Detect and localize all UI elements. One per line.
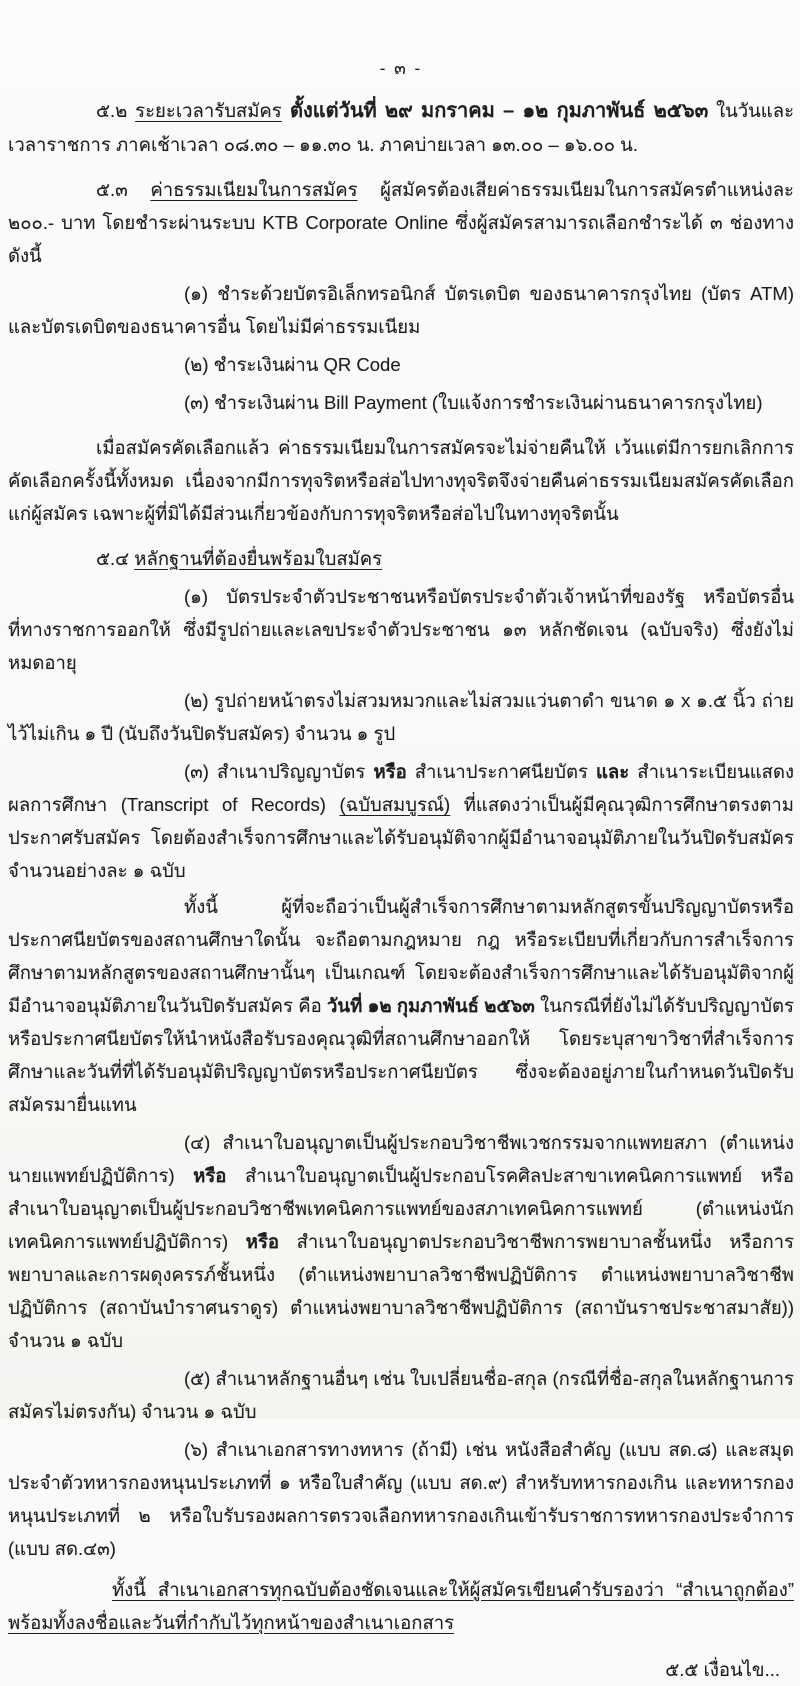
- evidence-3-part-a: (๓) สำเนาปริญญาบัตร: [184, 761, 374, 782]
- section-5-3-heading: ค่าธรรมเนียมในการสมัคร: [150, 179, 358, 200]
- evidence-3-part-d: ที่แสดงว่าเป็นผู้มีคุณวุฒิการศึกษาตรงตามประกาศรับสมัคร โดยต้องสำเร็จการศึกษาและได้รับอนุมัติจากผู้มีอำนาจอนุมัติภายในวันปิดรับสมัคร จำนวนอย่างละ ๑ ฉบับ: [8, 794, 794, 881]
- section-5-2-heading: ระยะเวลารับสมัคร: [135, 100, 282, 121]
- refund-policy-paragraph: เมื่อสมัครคัดเลือกแล้ว ค่าธรรมเนียมในการสมัครจะไม่จ่ายคืนให้ เว้นแต่มีการยกเลิกการคัดเลือกครั้งนี้ทั้งหมด เนื่องจากมีการทุจริตหรือส่อไปทางทุจริตจึงจ่ายคืนค่าธรรมเนียมสมัครคัดเลือกแก่ผู้สมัคร เฉพาะผู้ที่มิได้มีส่วนเกี่ยวข้องกับการทุจริตหรือส่อไปในทางทุจริตนั้น: [8, 437, 794, 524]
- graduation-criteria-part-a: ทั้งนี้ ผู้ที่จะถือว่าเป็นผู้สำเร็จการศึกษาตามหลักสูตรขั้นปริญญาบัตรหรือประกาศนียบัตรของสถานศึกษาใดนั้น จะถือตามกฎหมาย กฎ หรือระเบียบที่เกี่ยวกับการสำเร็จการศึกษาตามหลักสูตรของสถานศึกษานั้นๆ เป็นเกณฑ์ โดยจะต้องสำเร็จการศึกษาและได้รับอนุมัติจากผู้มีอำนาจอนุมัติภายในวันปิดรับสมัคร คือ: [8, 896, 794, 1016]
- continuation-marker: ๕.๕ เงื่อนไข...: [665, 1659, 780, 1680]
- evidence-2-photo: (๒) รูปถ่ายหน้าตรงไม่สวมหมวกและไม่สวมแว่นตาดำ ขนาด ๑ x ๑.๕ นิ้ว ถ่ายไว้ไม่เกิน ๑ ปี (นับถึงวันปิดรับสมัคร) จำนวน ๑ รูป: [8, 690, 794, 744]
- evidence-3-diploma-transcript: [8, 755, 794, 887]
- payment-option-1: (๑) ชำระด้วยบัตรอิเล็กทรอนิกส์ บัตรเดบิต ของธนาคารกรุงไทย (บัตร ATM) และบัตรเดบิตของธนาคารอื่น โดยไม่มีค่าธรรมเนียม: [8, 283, 794, 337]
- page-number: - ๓ -: [379, 59, 423, 78]
- section-5-2-application-period: [8, 94, 794, 161]
- evidence-3-part-c: สำเนาระเบียนแสดงผลการศึกษา (Transcript of Records): [8, 761, 794, 815]
- section-5-4-heading: หลักฐานที่ต้องยื่นพร้อมใบสมัคร: [134, 548, 383, 569]
- section-5-4-required-documents: [8, 542, 794, 575]
- evidence-3-part-b: สำเนาประกาศนียบัตร: [406, 761, 596, 782]
- copy-certification-note: ทั้งนี้ สำเนาเอกสารทุกฉบับต้องชัดเจนและให้ผู้สมัครเขียนคำรับรองว่า “สำเนาถูกต้อง” พร้อมทั้งลงชื่อและวันที่กำกับไว้ทุกหน้าของสำเนาเอกสาร: [8, 1579, 794, 1633]
- evidence-5-name-change: (๕) สำเนาหลักฐานอื่นๆ เช่น ใบเปลี่ยนชื่อ-สกุล (กรณีที่ชื่อ-สกุลในหลักฐานการสมัครไม่ตรงกัน) จำนวน ๑ ฉบับ: [8, 1368, 794, 1422]
- graduation-deadline-date: วันที่ ๑๒ กุมภาพันธ์ ๒๕๖๓: [327, 995, 535, 1016]
- payment-option-3: (๓) ชำระเงินผ่าน Bill Payment (ใบแจ้งการชำระเงินผ่านธนาคารกรุงไทย): [184, 392, 763, 413]
- evidence-3-and: และ: [596, 761, 630, 782]
- evidence-3-or: หรือ: [373, 761, 407, 782]
- section-5-4-number: ๕.๔: [96, 548, 135, 569]
- evidence-4-part-c: สำเนาใบอนุญาตประกอบวิชาชีพการพยาบาลชั้นหนึ่ง หรือการพยาบาลและการผดุงครรภ์ชั้นหนึ่ง (ตำแหน่งพยาบาลวิชาชีพปฏิบัติการ ตำแหน่งพยาบาลวิชาชีพปฏิบัติการ (สถาบันบำราศนราดูร) ตำแหน่งพยาบาลวิชาชีพปฏิบัติการ (สถาบันราชประชาสมาสัย)) จำนวน ๑ ฉบับ: [8, 1231, 794, 1351]
- evidence-4-part-b: สำเนาใบอนุญาตเป็นผู้ประกอบโรคศิลปะสาขาเทคนิคการแพทย์ หรือสำเนาใบอนุญาตเป็นผู้ประกอบวิชาชีพเทคนิคการแพทย์ของสภาเทคนิคการแพทย์ (ตำแหน่งนักเทคนิคการแพทย์ปฏิบัติการ): [8, 1165, 794, 1252]
- payment-option-2: (๒) ชำระเงินผ่าน QR Code: [184, 354, 401, 375]
- evidence-3-complete-copy: (ฉบับสมบูรณ์): [339, 794, 451, 815]
- section-5-2-dates: ตั้งแต่วันที่ ๒๙ มกราคม – ๑๒ กุมภาพันธ์ ๒๕๖๓: [281, 100, 709, 122]
- evidence-4-part-a: (๔) สำเนาใบอนุญาตเป็นผู้ประกอบวิชาชีพเวชกรรมจากแพทยสภา (ตำแหน่งนายแพทย์ปฏิบัติการ): [8, 1132, 794, 1186]
- evidence-4-professional-license: [8, 1126, 794, 1357]
- graduation-criteria-part-b: ในกรณีที่ยังไม่ได้รับปริญญาบัตรหรือประกาศนียบัตรให้นำหนังสือรับรองคุณวุฒิที่สถานศึกษาออกให้ โดยระบุสาขาวิชาที่สำเร็จการศึกษาและวันที่ที่ได้รับอนุมัติปริญญาบัตรหรือประกาศนียบัตร ซึ่งจะต้องอยู่ภายในกำหนดวันปิดรับสมัครมายื่นแทน: [8, 995, 794, 1115]
- section-5-2-hours: ในวันและเวลาราชการ ภาคเช้าเวลา ๐๘.๓๐ – ๑๑.๓๐ น. ภาคบ่ายเวลา ๑๓.๐๐ – ๑๖.๐๐ น.: [8, 100, 794, 155]
- evidence-6-military-documents: (๖) สำเนาเอกสารทางทหาร (ถ้ามี) เช่น หนังสือสำคัญ (แบบ สด.๘) และสมุดประจำตัวทหารกองหนุนประเภทที่ ๑ หรือใบสำคัญ (แบบ สด.๙) สำหรับทหารกองเกิน และทหารกองหนุนประเภทที่ ๒ หรือใบรับรองผลการตรวจเลือกทหารกองเกินเข้ารับราชการทหารกองประจำการ (แบบ สด.๔๓): [8, 1439, 794, 1559]
- evidence-4-or-2: หรือ: [245, 1231, 280, 1252]
- evidence-4-or-1: หรือ: [193, 1165, 227, 1186]
- section-5-3-body: ผู้สมัครต้องเสียค่าธรรมเนียมในการสมัครตำแหน่งละ ๒๐๐.- บาท โดยชำระผ่านระบบ KTB Corporate Online ซึ่งผู้สมัครสามารถเลือกชำระได้ ๓ ช่องทาง ดังนี้: [8, 179, 794, 266]
- section-5-3-application-fee: [8, 173, 794, 272]
- section-5-2-number: ๕.๒: [96, 100, 136, 121]
- evidence-1-id-card: (๑) บัตรประจำตัวประชาชนหรือบัตรประจำตัวเจ้าหน้าที่ของรัฐ หรือบัตรอื่นที่ทางราชการออกให้ ซึ่งมีรูปถ่ายและเลขประจำตัวประชาชน ๑๓ หลักชัดเจน (ฉบับจริง) ซึ่งยังไม่หมดอายุ: [8, 586, 794, 673]
- section-5-3-number: ๕.๓: [96, 179, 151, 200]
- graduation-criteria-paragraph: [8, 890, 794, 1121]
